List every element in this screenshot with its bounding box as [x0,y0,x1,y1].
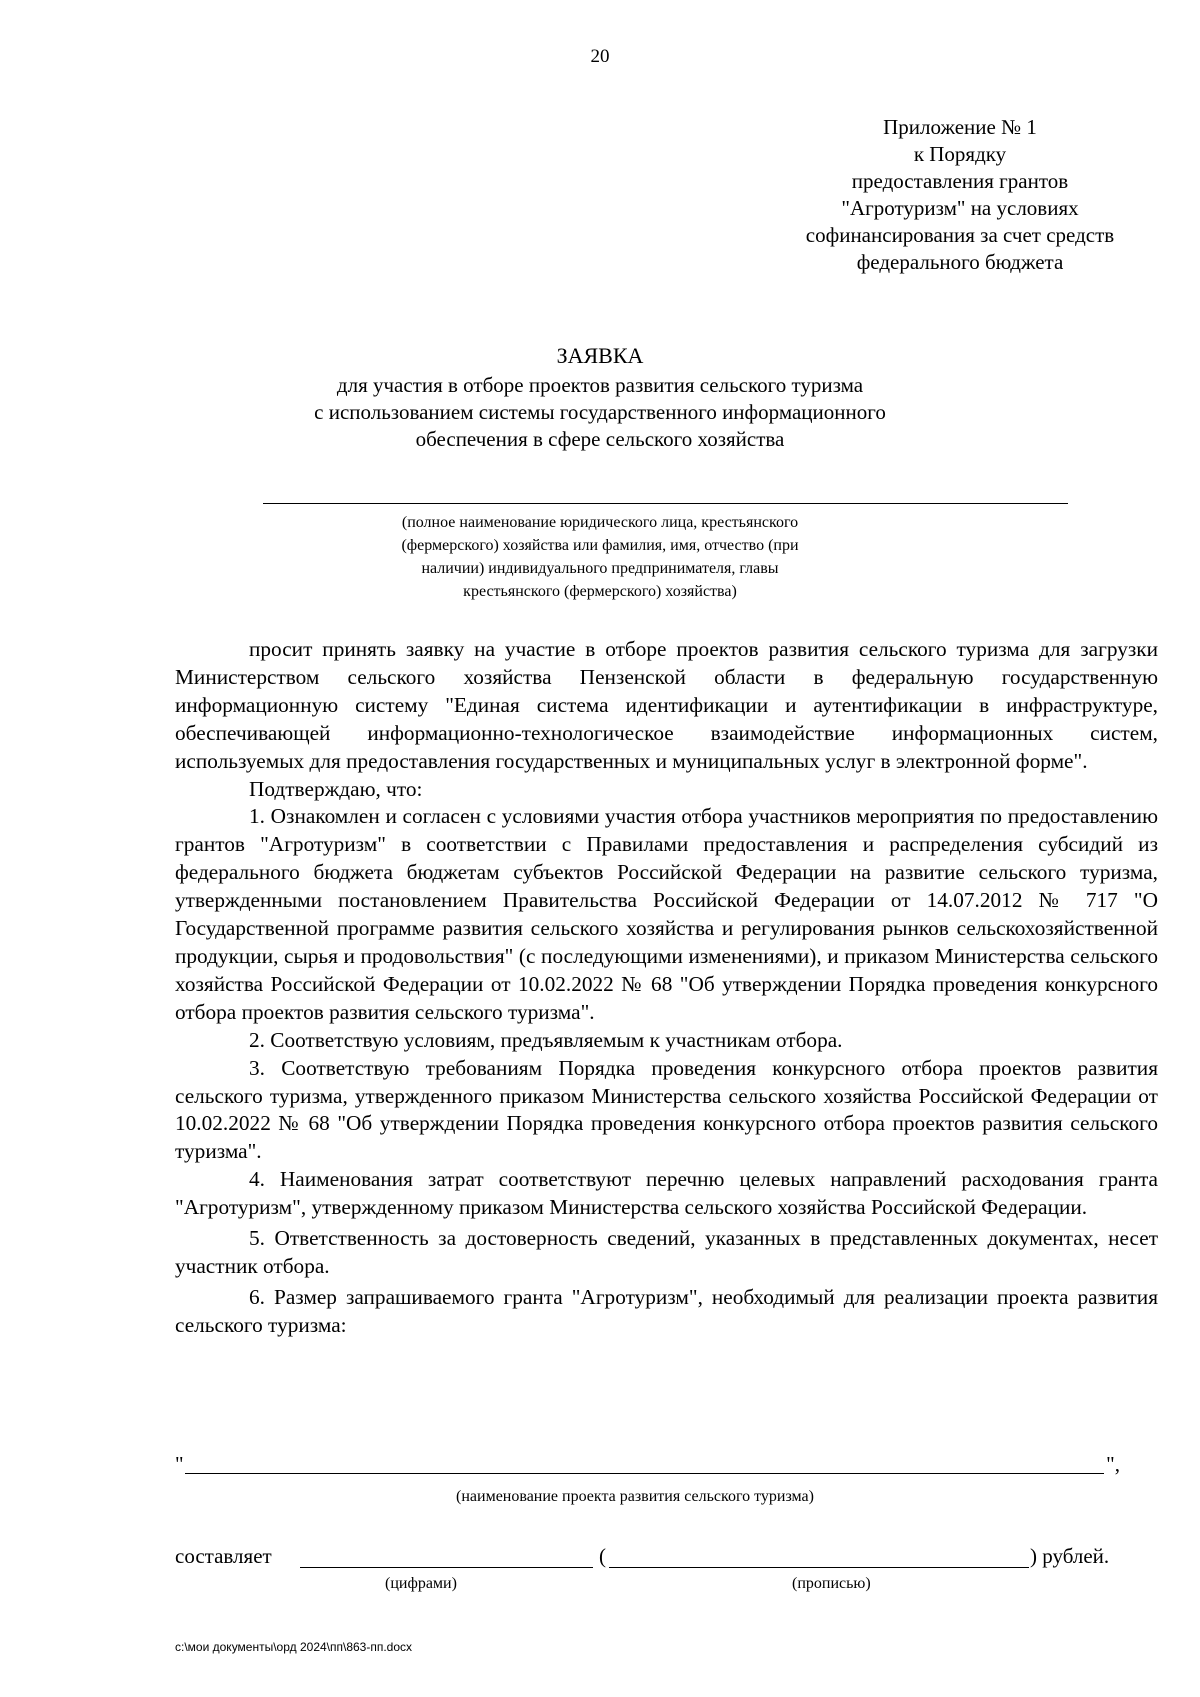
confirm-paragraph: Подтверждаю, что: [249,776,423,801]
footer-file-path: c:\мои документы\орд 2024\пп\863-пп.docx [175,1640,413,1654]
appendix-line: к Порядку [913,142,1007,166]
application-body [175,636,1158,1340]
amount-words-caption: (прописью) [792,1575,871,1592]
item-3: 3. Соответствую требованиям Порядка проведения конкурсного отбора проектов развития сельского туризма, утвержденного приказом Министерства сельского хозяйства Российской Федерации от 10.02.2022 № 68 "Об утверждении Порядка проведения конкурсного отбора проектов развития сельского туризма". [175,1055,1158,1164]
item-5: 5. Ответственность за достоверность сведений, указанных в представленных документах, несет участник отбора. [175,1226,1158,1278]
appendix-header [760,114,1160,276]
subtitle-line: с использованием системы государственного информационного [314,400,886,424]
subtitle-line: обеспечения в сфере сельского хозяйства [415,427,785,451]
item-6: 6. Размер запрашиваемого гранта "Агротуризм", необходимый для реализации проекта развития сельского туризма: [175,1284,1158,1337]
document-title: ЗАЯВКА [556,343,644,368]
page-number: 20 [590,46,610,67]
item-2: 2. Соответствую условиям, предъявляемым к участникам отбора. [249,1027,843,1052]
appendix-line: Приложение № 1 [883,115,1037,139]
caption-line: наличии) индивидуального предпринимателя, главы [421,560,779,577]
subtitle-line: для участия в отборе проектов развития сельского туризма [336,373,864,397]
amount-digits-caption: (цифрами) [385,1575,457,1592]
amount-open-paren: ( [599,1544,606,1568]
caption-line: (фермерского) хозяйства или фамилия, имя, отчество (при [401,537,799,554]
amount-digits-field[interactable] [300,1567,593,1568]
item-1: 1. Ознакомлен и согласен с условиями участия отбора участников мероприятия по предоставлению грантов "Агротуризм" в соответствии с Правилами предоставления и распределения субсидий из федерального бюджета бюджетам субъектов Российской Федерации на развитие сельского туризма, утвержденными постановлением Правительства Российской Федерации от 14.07.2012 № 717 "О Государственной программе развития сельского хозяйства и регулирования рынков сельскохозяйственной продукции, сырья и продовольствия" (с последующими изменениями), и приказом Министерства сельского хозяйства Российской Федерации от 10.02.2022 № 68 "Об утверждении Порядка проведения конкурсного отбора проектов развития сельского туризма". [175,804,1158,1024]
document-subtitle [250,372,950,453]
applicant-name-field[interactable] [263,503,1068,504]
appendix-line: федерального бюджета [856,250,1064,274]
appendix-line: софинансирования за счет средств [805,223,1115,247]
open-quote: " [175,1452,184,1476]
project-name-caption: (наименование проекта развития сельского туризма) [456,1488,814,1505]
applicant-name-caption [380,511,820,603]
amount-label: составляет [175,1544,272,1568]
appendix-line: "Агротуризм" на условиях [841,196,1079,220]
project-name-field[interactable] [185,1473,1104,1474]
amount-words-field[interactable] [609,1567,1029,1568]
project-name-row [175,1452,1120,1478]
caption-line: крестьянского (фермерского) хозяйства) [463,583,737,600]
caption-line: (полное наименование юридического лица, крестьянского [401,514,799,531]
appendix-line: предоставления грантов [851,169,1069,193]
request-paragraph: просит принять заявку на участие в отборе проектов развития сельского туризма для загрузки Министерством сельского хозяйства Пензенской области в федеральную государственную информационную систему "Единая система идентификации и аутентификации в инфраструктуре, обеспечивающей информационно-технологическое взаимодействие информационных систем, используемых для предоставления государственных и муниципальных услуг в электронной форме". [175,637,1158,773]
item-4: 4. Наименования затрат соответствуют перечню целевых направлений расходования гранта "Агротуризм", утвержденному приказом Министерства сельского хозяйства Российской Федерации. [175,1167,1158,1220]
amount-currency-text: ) рублей. [1030,1544,1110,1568]
close-quote: ", [1106,1452,1120,1476]
